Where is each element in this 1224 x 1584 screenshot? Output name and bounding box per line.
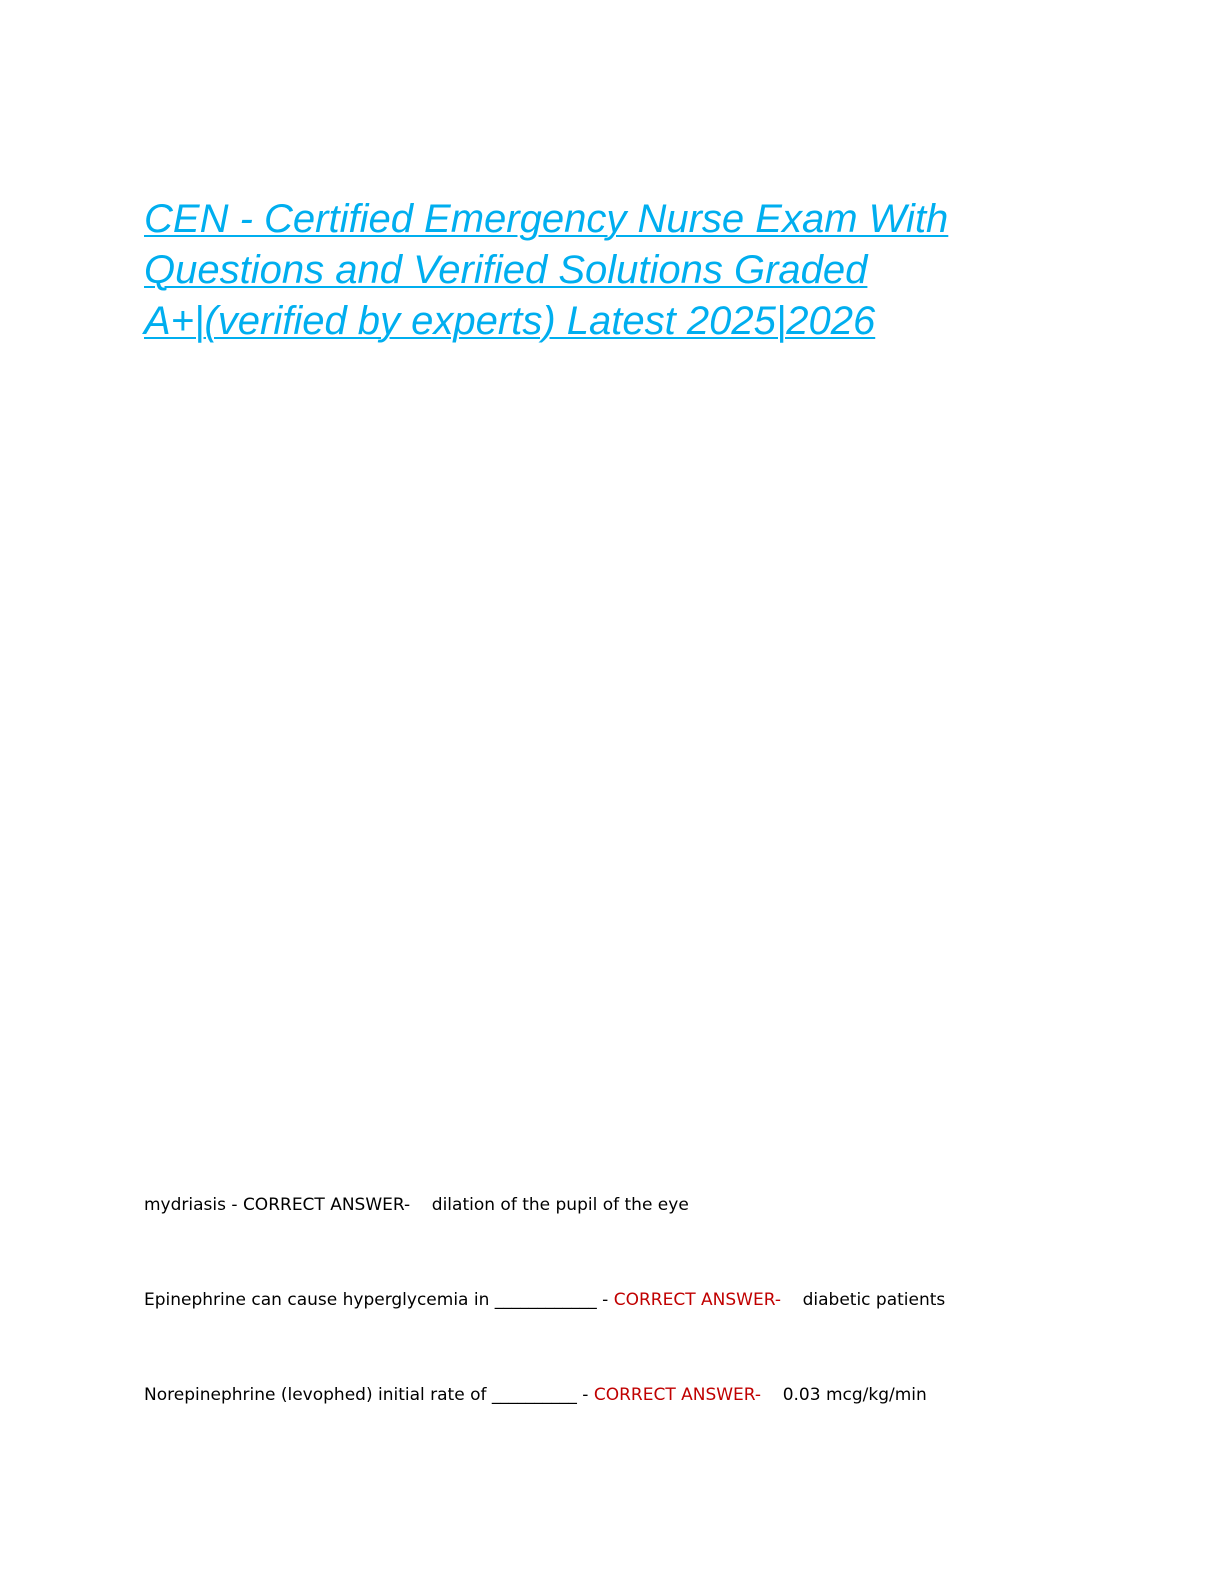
qa-separator: - bbox=[596, 1290, 614, 1310]
qa-gap bbox=[761, 1385, 783, 1405]
qa-answer: dilation of the pupil of the eye bbox=[431, 1195, 689, 1215]
qa-question: mydriasis bbox=[144, 1195, 226, 1215]
document-title bbox=[144, 194, 1104, 347]
qa-item-3 bbox=[144, 1383, 927, 1407]
qa-question: Norepinephrine (levophed) initial rate of __________ bbox=[144, 1385, 577, 1405]
qa-answer-label: CORRECT ANSWER- bbox=[593, 1385, 762, 1405]
qa-answer-label: CORRECT ANSWER- bbox=[613, 1290, 781, 1310]
title-line-3: A+|(verified by experts) Latest 2025|2026 bbox=[144, 299, 876, 343]
document-title-link[interactable] bbox=[144, 194, 1104, 347]
qa-question: Epinephrine can cause hyperglycemia in ____________ bbox=[144, 1290, 597, 1310]
qa-item-2 bbox=[144, 1288, 945, 1312]
qa-separator: - bbox=[225, 1195, 243, 1215]
title-line-2: Questions and Verified Solutions Graded bbox=[144, 248, 868, 292]
qa-separator: - bbox=[576, 1385, 594, 1405]
qa-answer: 0.03 mcg/kg/min bbox=[782, 1385, 927, 1405]
qa-item-1 bbox=[144, 1193, 689, 1217]
qa-gap bbox=[781, 1290, 803, 1310]
title-line-1: CEN - Certified Emergency Nurse Exam With bbox=[144, 197, 949, 241]
qa-answer: diabetic patients bbox=[802, 1290, 946, 1310]
qa-answer-label: CORRECT ANSWER- bbox=[242, 1195, 411, 1215]
qa-gap bbox=[410, 1195, 432, 1215]
